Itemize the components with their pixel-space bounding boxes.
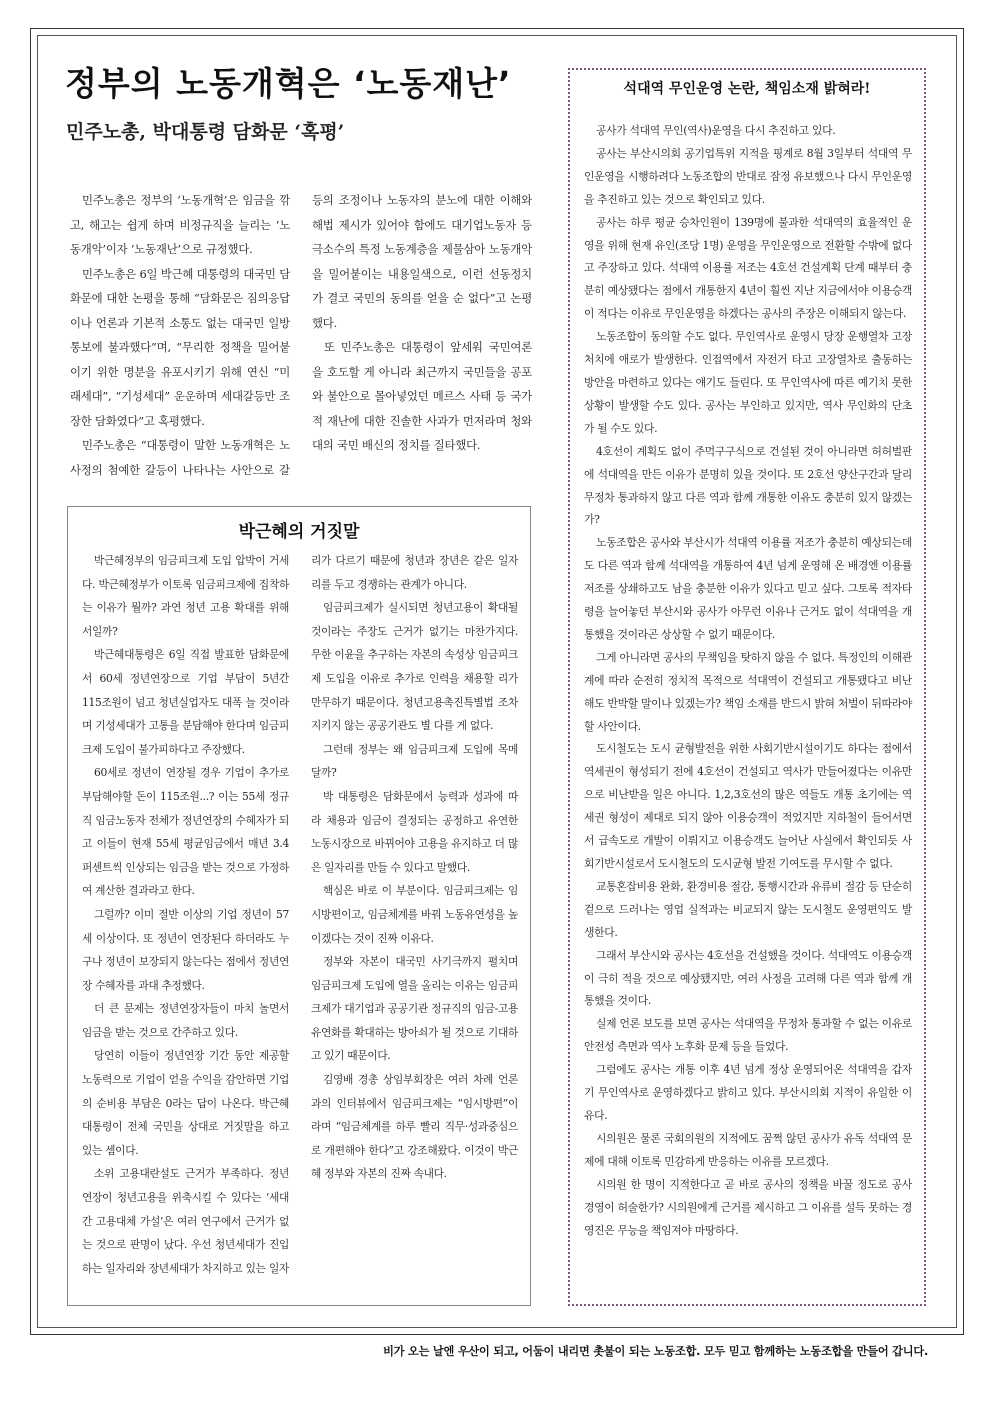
lies-article-paragraph: 60세로 정년이 연장될 경우 기업이 추가로 부담해야할 돈이 115조원...? 이는 55세 정규직 임금노동자 전체가 정년연장의 수혜자가 되고 이들이 현재 55세 평균임금에서 매년 3.4퍼센트씩 인상되는 임금을 받는 것으로 가정하여 계산한 결과라고 한다. bbox=[82, 766, 289, 898]
lies-article-paragraph: 핵심은 바로 이 부분이다. 임금피크제는 임시방편이고, 임금체계를 바꿔 노동유연성을 높이겠다는 것이 진짜 이유다. bbox=[311, 884, 518, 945]
lies-article-paragraph: 정부와 자본이 대국민 사기극까지 펼치며 임금피크제 도입에 열을 올리는 이유는 임금피크제가 대기업과 공공기관 정규직의 임금-고용 유연화를 확대하는 방아쇠가 될 것으로 기대하고 있기 때문이다. bbox=[311, 955, 518, 1063]
main-article-paragraph: 민주노총은 “대통령이 말한 노동개혁은 노사정의 첨예한 갈등이 나타나는 사안으로 갈등의 조정이나 노동자의 분노에 대한 이해와 해법 제시가 있어야 함에도 대기업노동자 등 극소수의 특정 노동계층을 제물삼아 노동개악을 밀어붙이는 내용일색으로, 이런 선동정치가 결코 국민의 동의를 얻을 순 없다”고 논평했다. bbox=[70, 193, 532, 477]
seokdae-article-paragraph: 그게 아니라면 공사의 무책임을 탓하지 않을 수 없다. 특정인의 이해관계에 따라 순전히 정치적 목적으로 석대역이 건설되고 개통됐다고 비난해도 반박할 말이나 있겠는가? 책임 소재를 반드시 밝혀 처벌이 뒤따라야할 사안이다. bbox=[584, 650, 912, 733]
main-subheadline: 민주노총, 박대통령 담화문 ‘혹평’ bbox=[66, 121, 345, 143]
lies-article-box bbox=[67, 506, 531, 1306]
main-headline: 정부의 노동개혁은 ‘노동재난’ bbox=[65, 64, 512, 103]
seokdae-article-paragraph: 실제 언론 보도를 보면 공사는 석대역을 무정차 통과할 수 없는 이유로 안전성 측면과 역사 노후화 문제 등을 들었다. bbox=[584, 1017, 912, 1054]
seokdae-article-paragraph: 교통혼잡비용 완화, 환경비용 절감, 통행시간과 유류비 절감 등 단순히 겉으로 드러나는 영업 실적과는 비교되지 않는 도시철도 운영편익도 발생한다. bbox=[584, 879, 912, 939]
main-article-body bbox=[70, 188, 532, 488]
lies-article-paragraph: 임금피크제가 실시되면 청년고용이 확대될 것이라는 주장도 근거가 없기는 마찬가지다. 무한 이윤을 추구하는 자본의 속성상 임금피크제 도입을 이유로 추가로 인력을 채용할 리가 만무하기 때문이다. 청년고용촉진특별법 조차 지키지 않는 공공기관도 별 다를 게 없다. bbox=[311, 601, 518, 733]
lies-article-paragraph: 박근혜대통령은 6일 직접 발표한 담화문에서 60세 정년연장으로 기업 부담이 5년간 115조원이 넘고 청년실업자도 대폭 늘 것이라며 기성세대가 고통을 분담해야 한다며 임금피크제 도입이 불가피하다고 주장했다. bbox=[82, 648, 289, 756]
lies-article-paragraph: 박근혜정부의 임금피크제 도입 압박이 거세다. 박근혜정부가 이토록 임금피크제에 집착하는 이유가 뭘까? 과연 청년 고용 확대를 위해서일까? bbox=[82, 554, 289, 638]
lies-article-body bbox=[82, 549, 518, 1301]
lies-article-paragraph: 더 큰 문제는 정년연장자들이 마치 놀면서 임금을 받는 것으로 간주하고 있다. bbox=[82, 1002, 289, 1039]
seokdae-article-paragraph: 그래서 부산시와 공사는 4호선을 건설했을 것이다. 석대역도 이용승객이 극히 적을 것으로 예상됐지만, 여러 사정을 고려해 다른 역과 함께 개통했을 것이다. bbox=[584, 948, 912, 1008]
seokdae-article-paragraph: 공사가 석대역 무인(역사)운영을 다시 추진하고 있다. bbox=[596, 124, 836, 137]
seokdae-article-paragraph: 시의원 한 명이 지적한다고 곧 바로 공사의 정책을 바꿀 정도로 공사 경영이 허술한가? 시의원에게 근거를 제시하고 그 이유를 설득 못하는 경영진은 무능을 책임져야 마땅하다. bbox=[584, 1177, 912, 1237]
lies-article-paragraph: 당연히 이들이 정년연장 기간 동안 제공할 노동력으로 기업이 얻을 수익을 감안하면 기업의 순비용 부담은 0라는 답이 나온다. 박근혜대통령이 전체 국민을 상대로 거짓말을 하고 있는 셈이다. bbox=[82, 1049, 289, 1157]
main-article-paragraph: 또 민주노총은 대통령이 앞세워 국민여론을 호도할 게 아니라 최근까지 국민들을 공포와 불안으로 몰아넣었던 메르스 사태 등 국가적 재난에 대한 진솔한 사과가 먼저라며 청와대의 국민 배신의 정치를 질타했다. bbox=[312, 340, 532, 452]
seokdae-article-paragraph: 시의원은 물론 국회의원의 지적에도 꿈쩍 않던 공사가 유독 석대역 문제에 대해 이토록 민감하게 반응하는 이유를 모르겠다. bbox=[584, 1131, 912, 1168]
seokdae-article-paragraph: 노동조합이 동의할 수도 없다. 무인역사로 운영시 당장 운행열차 고장 처치에 애로가 발생한다. 인접역에서 자전거 타고 고장열차로 출동하는 방안을 마련하고 있다는 얘기도 들린다. 또 무인역사에 따른 예기치 못한 상황이 발생할 수도 있다. 공사는 부인하고 있지만, 역사 무인화의 단초가 될 수도 있다. bbox=[584, 330, 912, 435]
seokdae-article-paragraph: 4호선이 계획도 없이 주먹구구식으로 건설된 것이 아니라면 허허벌판에 석대역을 만든 이유가 분명히 있을 것이다. 또 2호선 양산구간과 달리 무정차 통과하지 않고 다른 역과 함께 개통한 이유도 충분히 있지 않겠는가? bbox=[584, 444, 912, 527]
seokdae-article-title: 석대역 무인운영 논란, 책임소재 밝혀라! bbox=[623, 81, 871, 97]
lies-article-title: 박근혜의 거짓말 bbox=[238, 522, 360, 542]
seokdae-station-article-box bbox=[568, 68, 926, 1306]
seokdae-article-paragraph: 공사는 하루 평균 승차인원이 139명에 불과한 석대역의 효율적인 운영을 위해 현재 유인(조당 1명) 운영을 무인운영으로 전환할 수밖에 없다고 주장하고 있다. 석대역 이용률 저조는 4호선 건설계획 단계 때부터 충분히 예상됐다는 점에서 개통한지 4년이 훨씬 지난 지금에서야 이용승객이 적다는 이유로 무인운영을 하겠다는 공사의 주장은 이해되지 않는다. bbox=[584, 215, 912, 321]
seokdae-article-paragraph: 그럼에도 공사는 개통 이후 4년 넘게 정상 운영되어온 석대역을 갑자기 무인역사로 운영하겠다고 밝히고 있다. 부산시의회 지적이 유일한 이유다. bbox=[584, 1063, 912, 1122]
lies-article-paragraph: 김영배 경총 상임부회장은 여러 차례 언론과의 인터뷰에서 임금피크제는 “임시방편”이라며 “임금체계를 하루 빨리 직무·성과중심으로 개편해야 한다”고 강조해왔다. 이것이 박근혜 정부와 자본의 진짜 속내다. bbox=[311, 1073, 518, 1181]
seokdae-article-paragraph: 도시철도는 도시 균형발전을 위한 사회기반시설이기도 하다는 점에서 역세권이 형성되기 전에 4호선이 건설되고 역사가 만들어졌다는 이유만으로 비난받을 일은 아니다. 1,2,3호선의 많은 역들도 개통 초기에는 역세권 형성이 제대로 되지 않아 이용승객이 적었지만 지하철이 들어서면서 급속도로 개발이 이뤄지고 이용승객도 늘어난 사실에서 확인되듯 사회기반시설로서 도시철도의 도시균형 발전 기여도를 무시할 수 없다. bbox=[584, 742, 912, 870]
seokdae-article-body bbox=[584, 120, 912, 1300]
lies-article-paragraph: 소위 고용대란설도 근거가 부족하다. 정년연장이 청년고용을 위축시킬 수 있다는 ‘세대 간 고용대체 가설’은 여러 연구에서 근거가 없는 것으로 판명이 났다. 우선 청년세대가 진입하는 일자리와 장년세대가 차지하고 있는 일자리가 다르기 때문에 청년과 장년은 같은 일자리를 두고 경쟁하는 관계가 아니다. bbox=[82, 554, 518, 1275]
footer-slogan: 비가 오는 날엔 우산이 되고, 어둠이 내리면 촛불이 되는 노동조합. 모두 믿고 함께하는 노동조합을 만들어 갑니다. bbox=[383, 1345, 928, 1358]
main-article-paragraph: 민주노총은 정부의 ‘노동개혁’은 임금을 깎고, 해고는 쉽게 하며 비정규직을 늘리는 ‘노동개악’이자 ‘노동재난’으로 규정했다. bbox=[70, 193, 290, 256]
seokdae-article-paragraph: 노동조합은 공사와 부산시가 석대역 이용률 저조가 충분히 예상되는데도 다른 역과 함께 석대역을 개통하여 4년 넘게 운영해 온 배경엔 이용률 저조를 상쇄하고도 남을 충분한 이유가 있다고 믿고 싶다. 그토록 적자타령을 늘어놓던 부산시와 공사가 아무런 이유나 근거도 없이 석대역을 개통했을 것이라곤 상상할 수 없기 때문이다. bbox=[584, 536, 912, 641]
main-article-paragraph: 민주노총은 6일 박근혜 대통령의 대국민 담화문에 대한 논평을 통해 “담화문은 짐의응답이나 언론과 기본적 소통도 없는 대국민 일방통보에 불과했다”며, “무리한 정책을 밀어붙이기 위한 명분을 유포시키기 위해 연신 “미래세대”, “기성세대” 운운하며 세대갈등만 조장한 담화였다”고 혹평했다. bbox=[70, 266, 290, 428]
seokdae-article-paragraph: 공사는 부산시의회 공기업특위 지적을 핑계로 8월 3일부터 석대역 무인운영을 시행하려다 노동조합의 반대로 잠정 유보했으나 다시 무인운영을 추진하고 있는 것으로 확인되고 있다. bbox=[584, 146, 912, 206]
lies-article-paragraph: 그럴까? 이미 절반 이상의 기업 정년이 57세 이상이다. 또 정년이 연장된다 하더라도 누구나 정년이 보장되지 않는다는 점에서 정년연장 수혜자를 과대 추정했다. bbox=[82, 907, 289, 992]
lies-article-paragraph: 그런데 정부는 왜 임금피크제 도입에 목메달까? bbox=[311, 742, 518, 780]
lies-article-paragraph: 박 대통령은 담화문에서 능력과 성과에 따라 채용과 임금이 결정되는 공정하고 유연한 노동시장으로 바뀌어야 고용을 유지하고 더 많은 일자리를 만들 수 있다고 말했다. bbox=[311, 789, 518, 874]
